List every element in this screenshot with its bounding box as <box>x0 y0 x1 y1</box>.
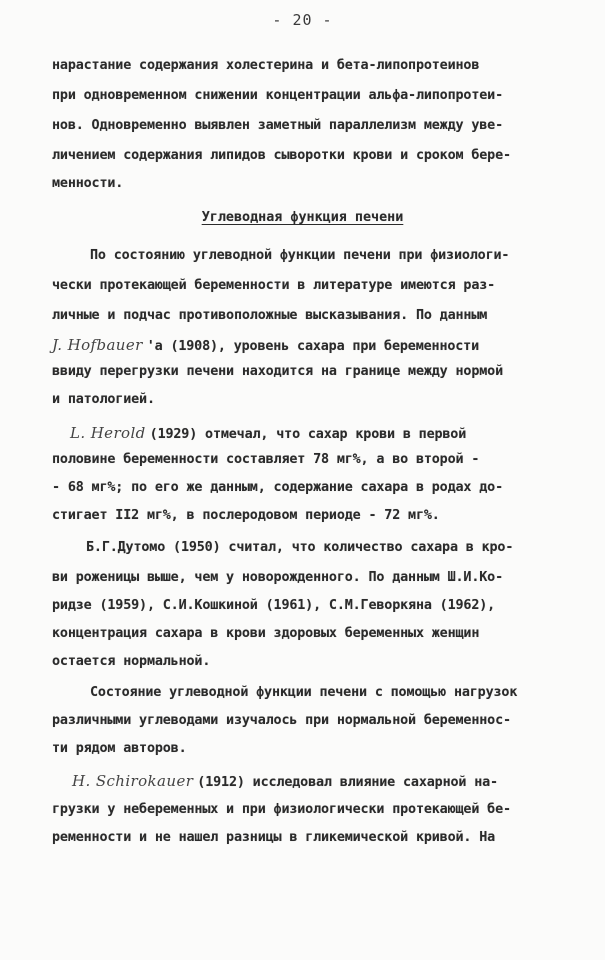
section-heading: Углеводная функция печени <box>201 210 404 225</box>
text-line: нов. Одновременно выявлен заметный параллелизм между уве- <box>52 118 503 133</box>
text-line: стигает II2 мг%, в послеродовом периоде - 72 мг%. <box>52 508 440 523</box>
text-line: при одновременном снижении концентрации альфа-липопротеи- <box>52 88 503 103</box>
text-line: остается нормальной. <box>52 654 211 669</box>
text-line: По состоянию углеводной функции печени при физиологи- <box>90 248 510 263</box>
text-line: ввиду перегрузки печени находится на границе между нормой <box>52 364 503 379</box>
text-line: концентрация сахара в крови здоровых беременных женщин <box>52 626 480 641</box>
text-line: половине беременности составляет 78 мг%, а во второй - <box>52 452 480 467</box>
text-line: ременности и не нашел разницы в гликемической кривой. На <box>52 830 496 845</box>
handwritten-author-name: J. Hofbauer <box>52 336 143 354</box>
text-line: ви роженицы выше, чем у новорожденного. По данным Ш.И.Ко- <box>52 570 503 585</box>
handwritten-author-name: L. Herold <box>70 424 146 442</box>
handwritten-author-name: H. Schirokauer <box>72 772 194 790</box>
text-line: чески протекающей беременности в литературе имеются раз- <box>52 278 496 293</box>
text-line: L. Herold (1929) отмечал, что сахар крови в первой <box>70 424 467 442</box>
text-line: Б.Г.Дутомо (1950) считал, что количество сахара в кро- <box>86 540 514 555</box>
text-line: ридзе (1959), С.И.Кошкиной (1961), С.М.Геворкяна (1962), <box>52 598 496 613</box>
text-line: - 68 мг%; по его же данным, содержание сахара в родах до- <box>52 480 503 495</box>
page-number: - 20 - <box>272 11 333 29</box>
text-line: менности. <box>52 176 124 191</box>
text-line: и патологией. <box>52 392 155 407</box>
text-line: ти рядом авторов. <box>52 741 187 756</box>
text-line: различными углеводами изучалось при нормальной беременнос- <box>52 713 511 728</box>
text-line: нарастание содержания холестерина и бета-липопротеинов <box>52 58 480 73</box>
text-line: личением содержания липидов сыворотки крови и сроком бере- <box>52 148 511 163</box>
text-line: Состояние углеводной функции печени с помощью нагрузок <box>90 685 518 700</box>
text-line: H. Schirokauer (1912) исследовал влияние сахарной на- <box>72 772 498 790</box>
text-line: личные и подчас противоположные высказывания. По данным <box>52 308 488 323</box>
text-line: грузки у небеременных и при физиологически протекающей бе- <box>52 802 511 817</box>
text-line: J. Hofbauer 'а (1908), уровень сахара при беременности <box>52 336 480 354</box>
